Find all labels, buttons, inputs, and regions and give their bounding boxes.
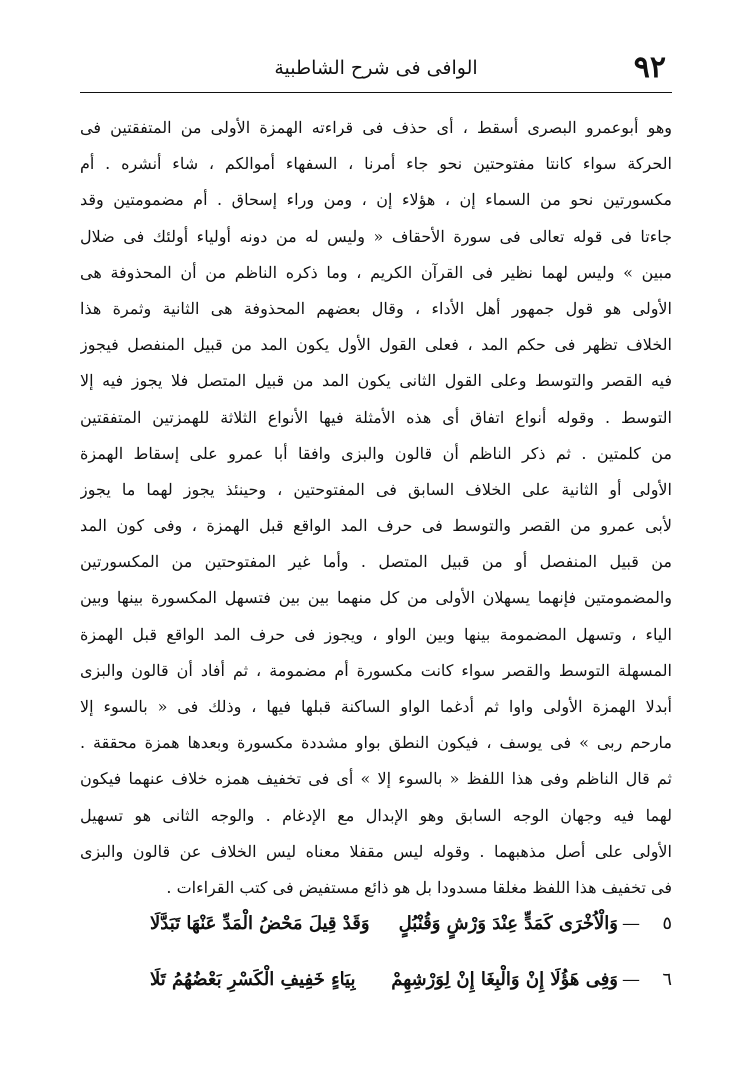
commentary-text (80, 110, 672, 906)
text-line: الأولى أو الثانية على الخلاف السابق فى المفتوحتين ، وحينئذ يجوز لهما ما يجوز (80, 479, 672, 499)
text-line: الأولى على أصل مذهبهما . وقوله ليس مقفلا معناه ليس الخلاف عن قالون والبزى (80, 841, 672, 861)
text-line: الحركة سواء كانتا مفتوحتين نحو جاء أمرنا ، السفهاء أموالكم ، شاء أنشره . أم (80, 154, 672, 174)
running-title: الوافى فى شرح الشاطبية (274, 57, 478, 79)
text-line: لهما فيه وجهان الوجه السابق وهو الإبدال مع الإدغام . والوجه الثانى هو تسهيل (80, 805, 672, 825)
first-hemistich: وَفِى هَؤُلَا إِنْ وَالْبِغَا إِنْ لِوَرْشِهِمْ (391, 968, 618, 990)
text-line: فيه القصر والتوسط وعلى القول الثانى يكون المد من قبيل المتصل فلا يجوز فيه إلا (80, 371, 672, 391)
second-hemistich: بِيَاءٍ خَفِيفِ الْكَسْرِ بَعْضُهُمُ تَلَا (150, 968, 356, 990)
text-line: المسهلة التوسط والقصر سواء كانت مكسورة أم مضمومة ، ثم أفاد أن قالون والبزى (80, 660, 672, 680)
text-line: وهو أبوعمرو البصرى أسقط ، أى حذف فى قراءته الهمزة الأولى من المتفقتين فى (80, 118, 672, 137)
text-line: مكسورتين نحو من السماء إن ، هؤلاء إن ، ومن وراء إسحاق . أم مضمومتين وقد (80, 190, 672, 210)
first-hemistich: وَالْاُخْرَى كَمَدٍّ عِنْدَ وَرْشٍ وَقُنْبُلٍ (398, 912, 618, 934)
text-line: الياء ، وتسهل المضمومة بينها وبين الواو ، ويجوز فى حرف المد الواقع قبل الهمزة (80, 624, 672, 644)
verse-number: ٥ (662, 912, 672, 934)
page-number: ٩٢ (633, 50, 666, 85)
text-line: ثم قال الناظم وفى هذا اللفظ « بالسوء إلا » أى فى تخفيف همزه خلاف عنهما فيكون (80, 769, 672, 789)
poem-verses (150, 895, 672, 1007)
text-line: أبدلا الهمزة الأولى واوا ثم أدغما الواو الساكنة قبلها فيها ، وذلك فى « بالسوء إلا (80, 697, 672, 716)
verse-dash: — (622, 968, 640, 990)
text-line: مبين » وليس لهما نظير فى القرآن الكريم ، وما ذكره الناظم من أن المحذوفة هى (80, 262, 672, 282)
text-line: الأولى هو قول جمهور أهل الأداء ، وقال بعضهم المحذوفة هى الثانية وثمرة هذا (80, 298, 672, 318)
header-rule (80, 92, 672, 93)
page-header (80, 48, 672, 88)
text-line: والمضمومتين فإنهما يسهلان الأولى من كل منهما بين بين فتسهل المكسورة بينها وبين (80, 588, 672, 608)
verse-5 (150, 895, 672, 951)
text-line: جاءتا فى قوله تعالى فى سورة الأحقاف « وليس له من دونه أولياء أولئك فى ضلال (80, 226, 672, 246)
text-line: مارحم ربى » فى يوسف ، فيكون النطق بواو مشددة مكسورة وبعدها همزة محققة . (80, 733, 672, 753)
text-line: لأبى عمرو من القصر والتوسط فى حرف المد الواقع قبل الهمزة ، وفى كون المد (80, 516, 672, 536)
text-line: من قبيل المنفصل أو من قبيل المتصل . وأما غير المفتوحتين من المكسورتين (80, 552, 672, 572)
verse-number: ٦ (662, 968, 672, 990)
text-line: من كلمتين . ثم ذكر الناظم أن قالون والبزى وافقا أبا عمرو على إسقاط الهمزة (80, 443, 672, 463)
second-hemistich: وَقَدْ قِيلَ مَحْضُ الْمَدِّ عَنْهَا تَبَدَّلَا (150, 912, 370, 934)
text-line: فى تخفيف هذا اللفظ مغلقا مسدودا بل هو ذائع مستفيض فى كتب القراءات . (166, 877, 672, 897)
verse-6 (150, 951, 672, 1007)
text-line: الخلاف تظهر فى حكم المد ، فعلى القول الأول يكون المد من قبيل المنفصل فيجوز (80, 335, 672, 355)
verse-dash: — (622, 912, 640, 934)
text-line: التوسط . وقوله أنواع اتفاق أى هذه الأمثلة فيها الأنواع الثلاثة للهمزتين المتفقتين (80, 407, 672, 427)
